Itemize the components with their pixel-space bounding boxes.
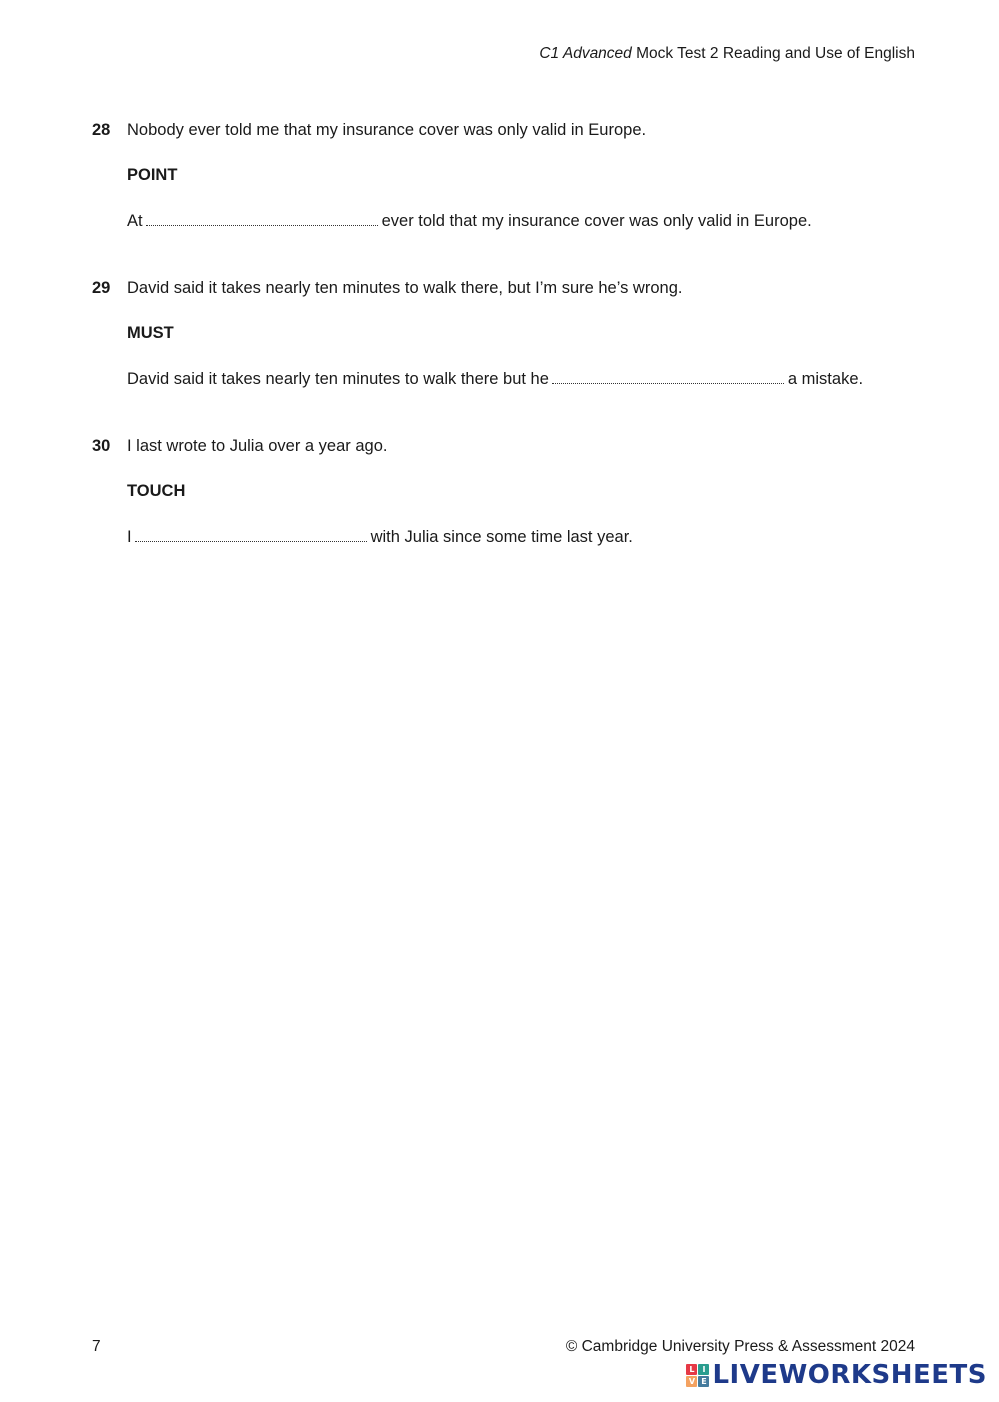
answer-sentence [127,211,812,231]
key-word: MUST [127,324,174,342]
header-exam-name: C1 Advanced [539,45,632,62]
page-number: 7 [92,1338,101,1355]
answer-after-text: a mistake. [787,370,864,388]
answer-gap-input[interactable] [135,527,367,542]
answer-after-text: with Julia since some time last year. [370,528,633,546]
question-prompt: Nobody ever told me that my insurance cover was only valid in Europe. [127,121,647,139]
answer-sentence [127,369,863,389]
key-word: POINT [127,166,178,184]
logo-text: LIVEWORKSHEETS [712,1360,987,1390]
question-prompt: David said it takes nearly ten minutes to walk there, but I’m sure he’s wrong. [127,279,683,297]
liveworksheets-logo[interactable] [686,1362,987,1388]
logo-letter-e: E [698,1376,709,1387]
question-number: 30 [92,437,111,455]
question-prompt: I last wrote to Julia over a year ago. [127,437,388,455]
question-number: 29 [92,279,111,297]
answer-after-text: ever told that my insurance cover was only valid in Europe. [381,212,812,230]
logo-letter-l: L [686,1364,697,1375]
logo-letter-v: V [686,1376,697,1387]
answer-before-text: At [127,212,143,230]
logo-grid-icon [686,1364,709,1387]
key-word: TOUCH [127,482,186,500]
question-number: 28 [92,121,111,139]
copyright-notice: © Cambridge University Press & Assessment 2024 [565,1338,915,1355]
page-header [539,45,915,63]
answer-gap-input[interactable] [146,211,378,226]
answer-gap-input[interactable] [552,369,784,384]
answer-before-text: I [127,528,132,546]
logo-letter-i: I [698,1364,709,1375]
answer-sentence [127,527,633,547]
answer-before-text: David said it takes nearly ten minutes to walk there but he [127,370,549,388]
header-test-name: Mock Test 2 Reading and Use of English [636,45,915,62]
